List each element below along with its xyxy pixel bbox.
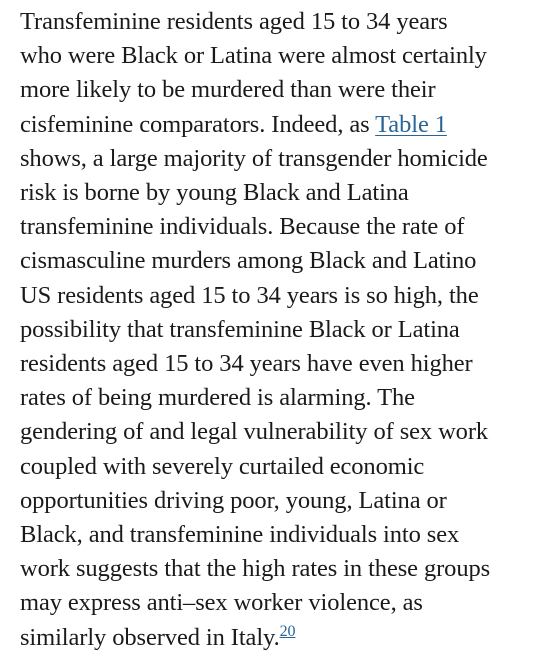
text-segment: similarly observed in Italy. — [20, 623, 280, 651]
text-line: rates of being murdered is alarming. The — [20, 384, 415, 412]
text-line-with-table-link — [20, 108, 530, 142]
text-line: shows, a large majority of transgender homicide — [20, 144, 488, 172]
reference-20-link[interactable]: 20 — [279, 622, 296, 640]
text-line: Transfeminine residents aged 15 to 34 years — [20, 8, 448, 35]
body-paragraph — [20, 5, 530, 655]
text-line: Black, and transfeminine individuals into sex — [20, 521, 460, 549]
text-line: gendering of and legal vulnerability of sex work — [20, 418, 489, 446]
text-line: opportunities driving poor, young, Latina or — [20, 486, 447, 514]
text-line: work suggests that the high rates in these groups — [20, 555, 491, 583]
text-line: transfeminine individuals. Because the rate of — [20, 213, 465, 241]
text-line: residents aged 15 to 34 years have even higher — [20, 350, 473, 378]
text-segment: cisfeminine comparators. Indeed, as — [20, 110, 376, 138]
text-line: cismasculine murders among Black and Latino — [20, 247, 477, 275]
text-line: who were Black or Latina were almost certainly — [20, 42, 487, 70]
text-line-with-reference — [20, 621, 530, 655]
text-line: US residents aged 15 to 34 years is so high, the — [20, 281, 479, 309]
table-1-link[interactable]: Table 1 — [375, 110, 447, 138]
text-line: possibility that transfeminine Black or Latina — [20, 315, 460, 343]
text-line: coupled with severely curtailed economic — [20, 452, 425, 480]
text-line: may express anti–sex worker violence, as — [20, 589, 423, 617]
text-line: risk is borne by young Black and Latina — [20, 179, 409, 207]
text-line: more likely to be murdered than were their — [20, 76, 436, 104]
